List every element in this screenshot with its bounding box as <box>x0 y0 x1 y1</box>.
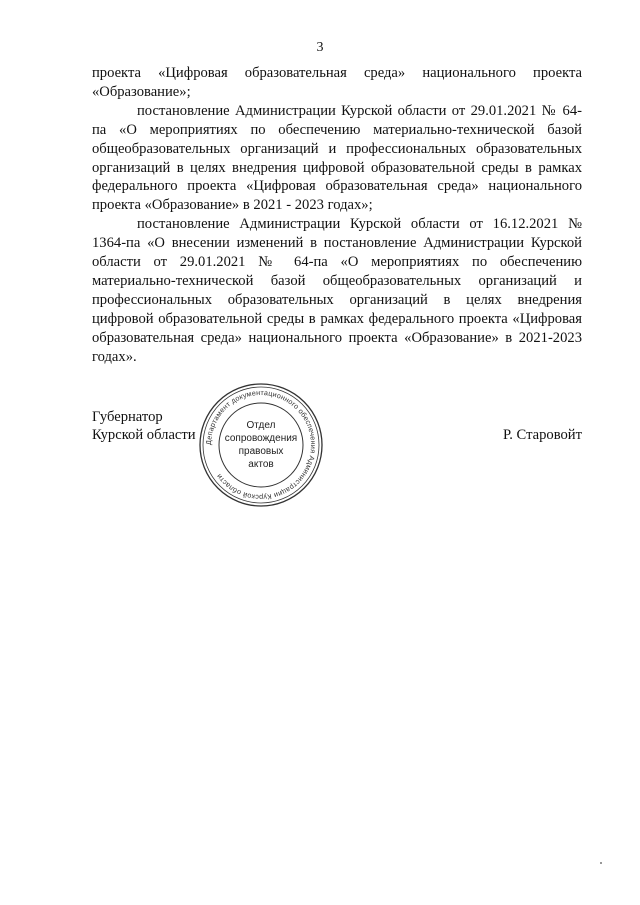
paragraph-3: постановление Администрации Курской области от 16.12.2021 № 1364-па «О внесении изменений в постановление Администрации Курской области от 29.01.2021 № 64-па «О мероприятиях по обеспечению материально-технической базой общеобразовательных организаций и профессиональных образовательных организаций в целях внедрения цифровой образовательной среды в рамках федерального проекта «Цифровая образовательная среда» национального проекта «Образование» в 2021-2023 годах». <box>92 216 582 365</box>
signer-name: Р. Старовойт <box>502 427 582 443</box>
paragraph-2: постановление Администрации Курской области от 29.01.2021 № 64-па «О мероприятиях по обеспечению материально-технической базой общеобразовательных организаций и профессиональных образовательных организаций в целях внедрения цифровой образовательной среды в рамках федерального проекта «Цифровая образовательная среда» национального проекта «Образование» в 2021 - 2023 годах»; <box>92 102 582 214</box>
stamp-center-line: Отдел <box>246 420 276 431</box>
official-stamp <box>198 382 324 508</box>
stamp-center-text <box>198 419 324 471</box>
signer-title: Губернатор <box>92 409 163 425</box>
document-body <box>92 64 582 367</box>
paragraph-1: проекта «Цифровая образовательная среда» национального проекта «Образование»; <box>92 65 582 100</box>
stamp-center-line: правовых <box>238 446 284 457</box>
signer-region: Курской области <box>92 427 196 443</box>
scan-speck <box>600 862 602 864</box>
stamp-center-line: актов <box>248 459 274 470</box>
stamp-center-line: сопровождения <box>224 433 298 444</box>
stamp-ring-text: Департамент документационного обеспечения Администрации Курской области <box>203 387 319 503</box>
page-number: 3 <box>316 40 324 55</box>
